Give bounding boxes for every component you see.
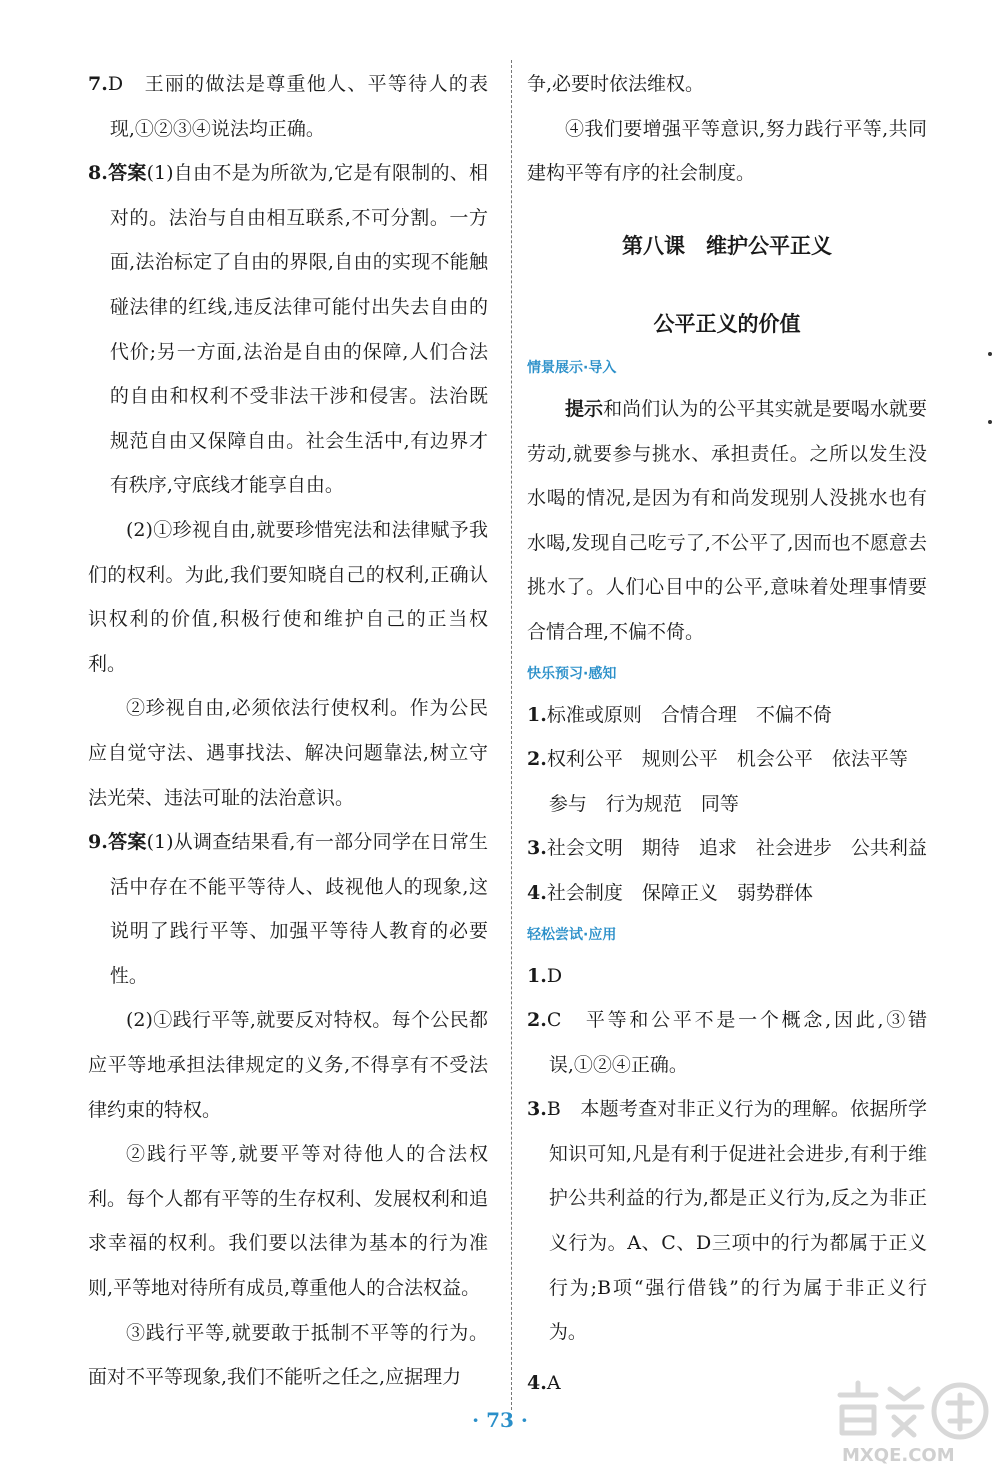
answer-item (527, 1087, 927, 1355)
section-tag-practice: 轻松尝试·应用 (527, 926, 617, 943)
lesson-title: 第八课 维护公平正义 (622, 233, 832, 258)
item-number: 1. (527, 703, 547, 726)
margin-dot (988, 352, 992, 356)
tip-text: 和尚们认为的公平其实就是要喝水就要劳动,就要参与挑水、承担责任。之所以发生没水喝的情况,是因为有和尚发现别人没挑水也有水喝,发现自己吃亏了,不公平了,因而也不愿意去挑水了。人们心目中的公平,意味着处理事情要合情合理,不偏不倚。 (527, 397, 927, 643)
item-text: C 平等和公平不是一个概念,因此,③错误,①②④正确。 (546, 1009, 927, 1076)
column-divider (511, 60, 512, 1410)
answer-label: 答案 (107, 162, 147, 185)
item-text: D (546, 964, 563, 987)
list-item (527, 826, 927, 871)
list-item-continued: 参与 行为规范 同等 (548, 792, 739, 815)
watermark-logo-icon (832, 1375, 992, 1467)
item-text: B 本题考查对非正义行为的理解。依据所学知识可知,凡是有利于促进社会进步,有利于维护公共利益的行为,都是正义行为,反之为非正义行为。A、C、D三项中的行为都属于正义行为;B项“强行借钱”的行为属于非正义行为。 (546, 1098, 927, 1344)
list-item (527, 693, 927, 738)
answer-item (527, 954, 927, 999)
paragraph: ③践行平等,就要敢于抵制不平等的行为。面对不平等现象,我们不能听之任之,应据理力 (88, 1321, 488, 1389)
item-text: 标准或原则 合情合理 不偏不倚 (546, 703, 832, 726)
item-number: 4. (527, 881, 547, 904)
item-number: 3. (527, 1098, 547, 1121)
item-text: A (546, 1371, 561, 1394)
item-number: 1. (527, 964, 547, 987)
question-number: 8. (88, 162, 108, 185)
item-number: 2. (527, 1009, 547, 1032)
paragraph: (2)①珍视自由,就要珍惜宪法和法律赋予我们的权利。为此,我们要知晓自己的权利,正确认识权利的价值,积极行使和维护自己的正当权利。 (88, 518, 488, 675)
question-8 (88, 151, 488, 508)
question-number: 7. (88, 73, 108, 95)
list-item (527, 737, 927, 782)
item-text: 社会制度 保障正义 弱势群体 (546, 881, 813, 904)
page-number: · 73 · (472, 1408, 528, 1432)
paragraph: 争,必要时依法维权。 (527, 73, 705, 95)
question-7 (88, 62, 488, 151)
paragraph: (2)①践行平等,就要反对特权。每个公民都应平等地承担法律规定的义务,不得享有不受法律约束的特权。 (88, 1009, 488, 1121)
paragraph: ②珍视自由,必须依法行使权利。作为公民应自觉守法、遇事找法、解决问题靠法,树立守法光荣、违法可耻的法治意识。 (88, 697, 488, 809)
section-tag-scene: 情景展示·导入 (527, 359, 617, 376)
right-column (527, 62, 927, 1405)
question-number: 9. (88, 831, 108, 854)
item-number: 3. (527, 837, 547, 860)
tip-label: 提示 (565, 397, 604, 420)
answer-label: 答案 (107, 831, 147, 854)
item-number: 2. (527, 748, 547, 771)
paragraph: ②践行平等,就要平等对待他人的合法权利。每个人都有平等的生存权利、发展权利和追求幸福的权利。我们要以法律为基本的行为准则,平等地对待所有成员,尊重他人的合法权益。 (88, 1143, 488, 1300)
list-item (527, 871, 927, 916)
paragraph: ④我们要增强平等意识,努力践行平等,共同建构平等有序的社会制度。 (527, 117, 927, 185)
answer-item (527, 998, 927, 1087)
item-text: 权利公平 规则公平 机会公平 依法平等 (546, 748, 908, 771)
question-text: D 王丽的做法是尊重他人、平等待人的表现,①②③④说法均正确。 (107, 73, 488, 140)
answer-text: (1)自由不是为所欲为,它是有限制的、相对的。法治与自由相互联系,不可分割。一方面,法治标定了自由的界限,自由的实现不能触碰法律的红线,违反法律可能付出失去自由的代价;另一方面,法治是自由的保障,人们合法的自由和权利不受非法干涉和侵害。法治既规范自由又保障自由。社会生活中,有边界才有秩序,守底线才能享自由。 (109, 162, 488, 497)
item-number: 4. (527, 1371, 547, 1394)
section-tag-preview: 快乐预习·感知 (527, 665, 617, 682)
section-title: 公平正义的价值 (653, 312, 801, 337)
item-text: 社会文明 期待 追求 社会进步 公共利益 (546, 837, 927, 860)
answer-text: (1)从调查结果看,有一部分同学在日常生活中存在不能平等待人、歧视他人的现象,这说明了践行平等、加强平等待人教育的必要性。 (109, 831, 488, 987)
tip-paragraph (527, 387, 927, 655)
question-9 (88, 820, 488, 998)
margin-dot (988, 420, 992, 424)
svg-text:MXQE.COM: MXQE.COM (842, 1445, 955, 1466)
left-column (88, 62, 488, 1400)
